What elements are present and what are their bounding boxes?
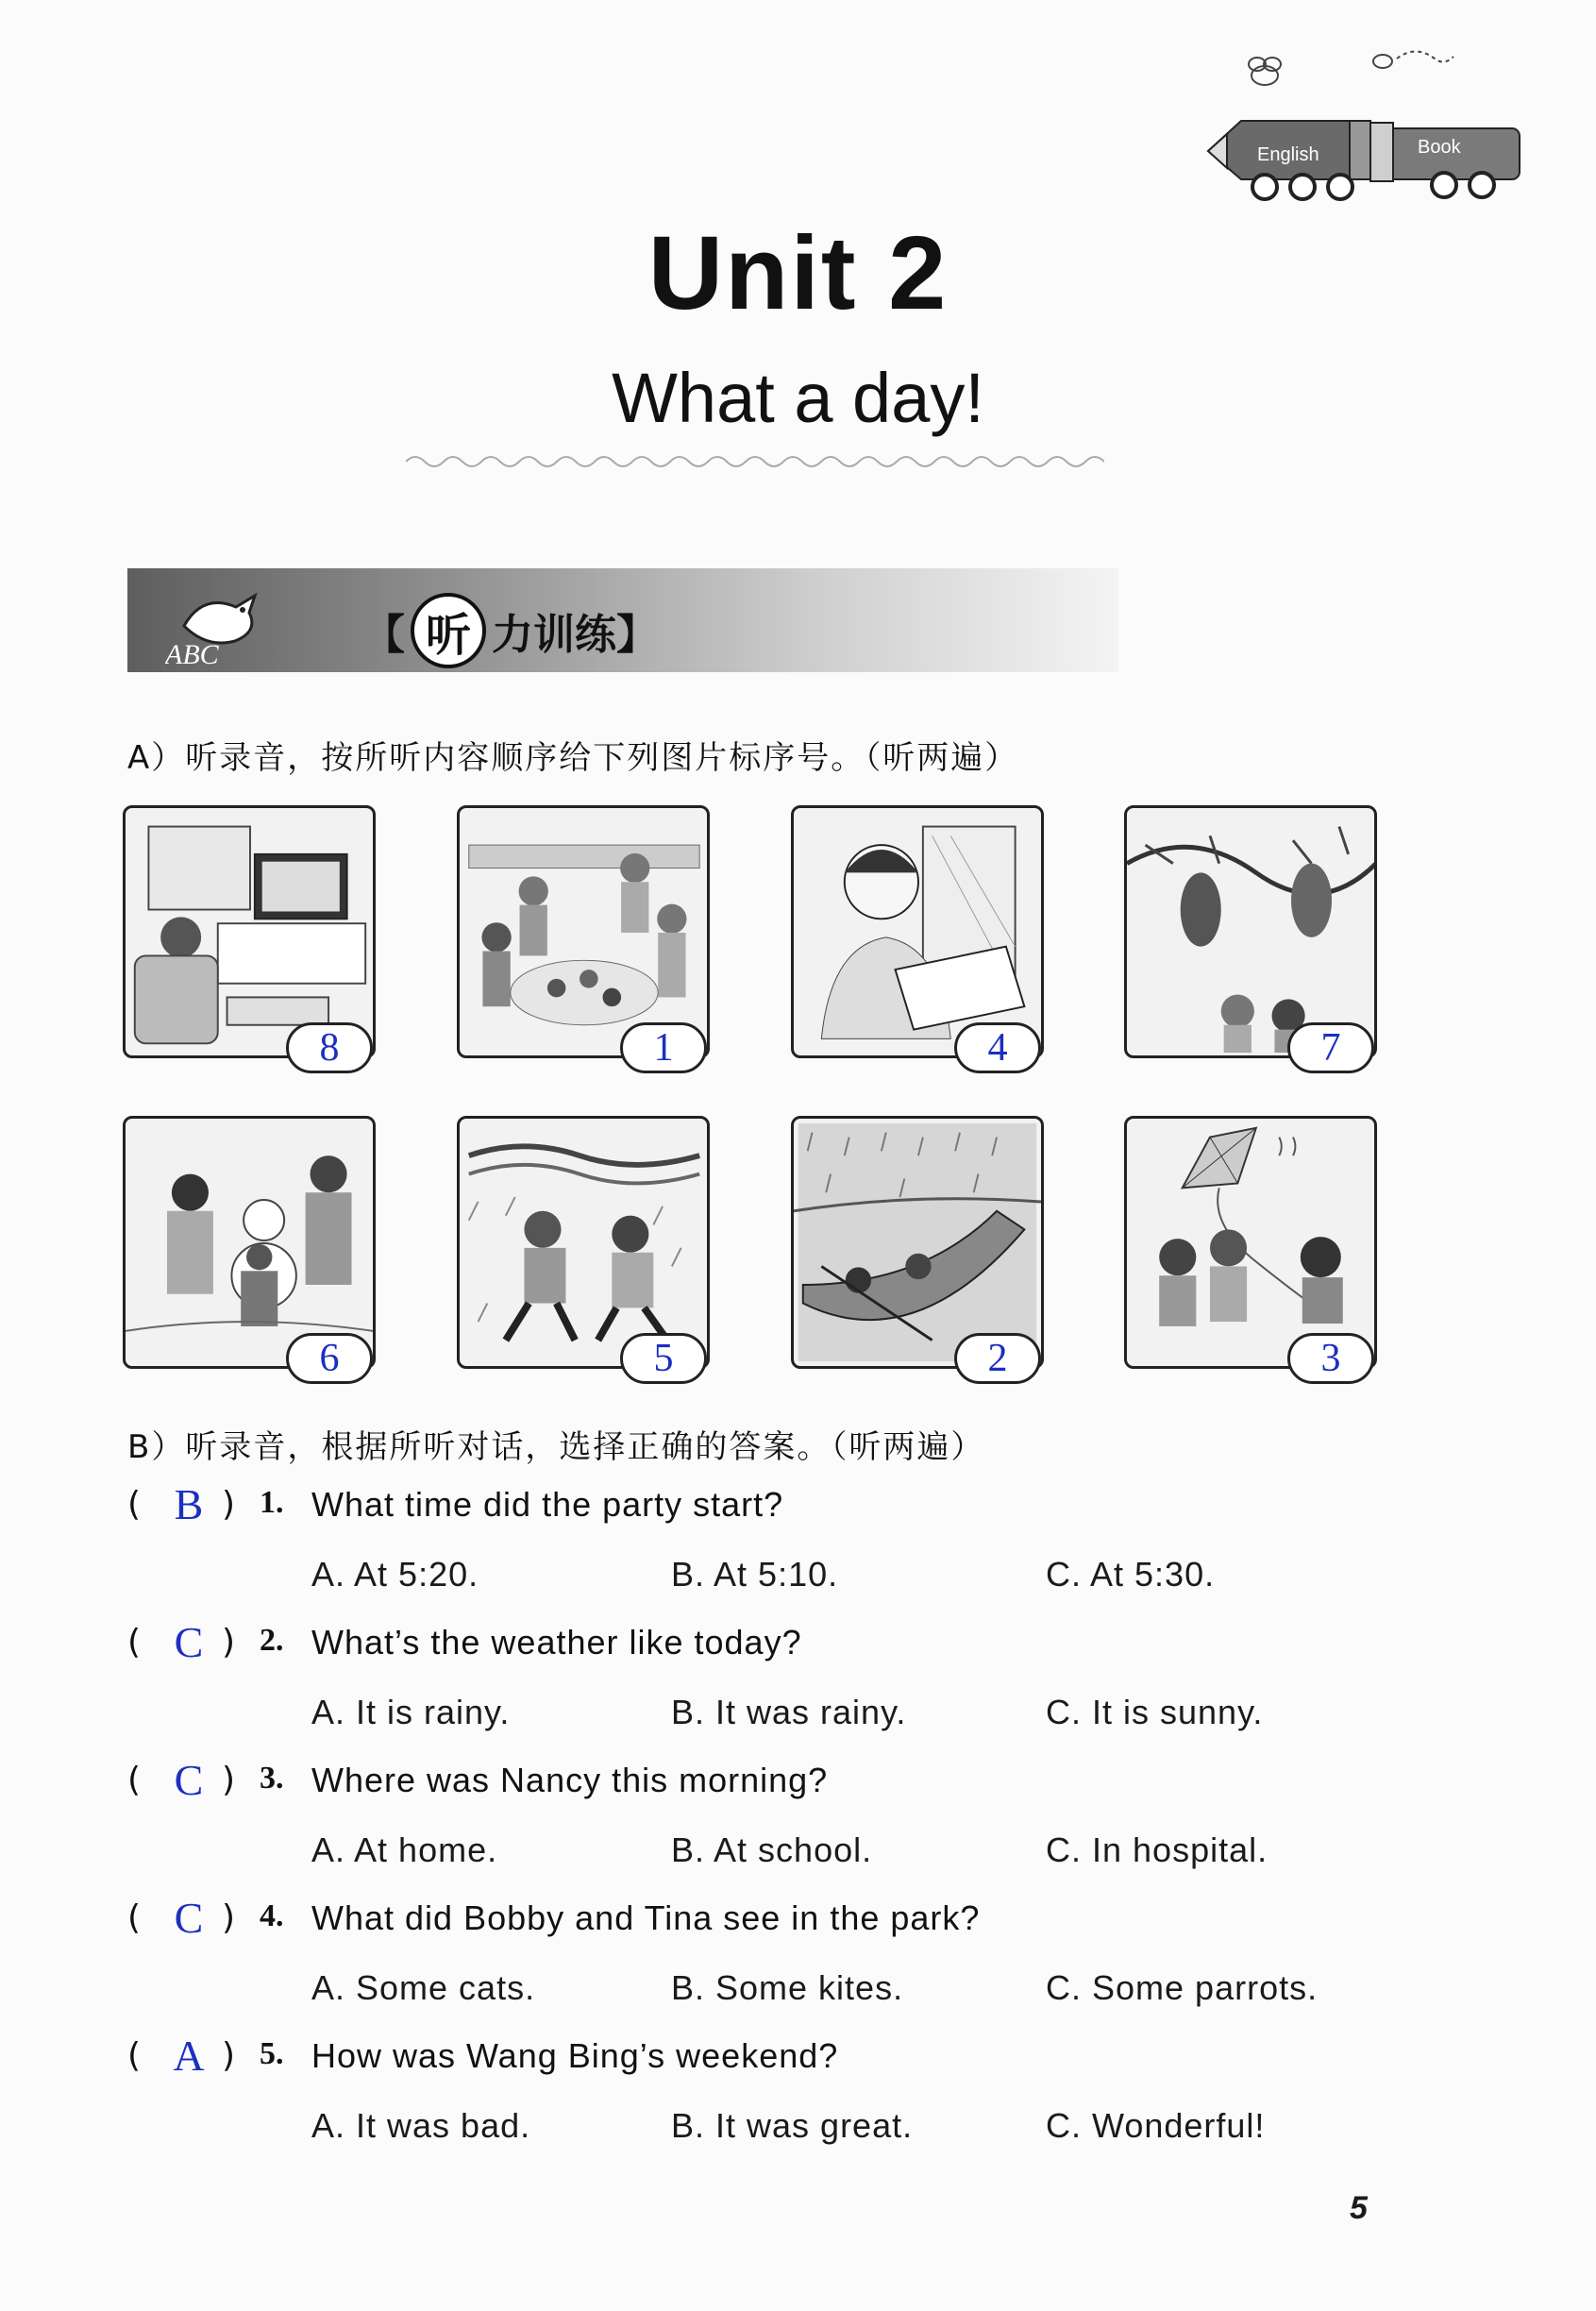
part-a-instruction: A）听录音，按所听内容顺序给下列图片标序号。（听两遍） <box>127 739 1019 777</box>
picnic-icon <box>460 808 707 1055</box>
bird-icon <box>165 574 269 668</box>
section-title-rest: 力训练】 <box>492 611 658 659</box>
picture-number: 3 <box>1287 1333 1374 1384</box>
picture-parrots <box>1124 805 1377 1058</box>
section-title-char: 听 <box>411 593 486 668</box>
option-b: B. At school. <box>671 1830 873 1869</box>
option-c: C. It is sunny. <box>1046 1693 1264 1731</box>
picture-picnic <box>457 805 710 1058</box>
picture-number: 1 <box>620 1022 707 1073</box>
tv-icon <box>126 808 373 1055</box>
picture-number: 6 <box>286 1333 373 1384</box>
option-a: A. It is rainy. <box>311 1693 511 1731</box>
parrots-icon <box>1127 808 1374 1055</box>
part-b-instruction: B）听录音，根据所听对话，选择正确的答案。（听两遍） <box>127 1428 985 1466</box>
picture-tv <box>123 805 376 1058</box>
answer-value: A <box>173 2032 205 2080</box>
option-a: A. Some cats. <box>311 1968 536 2007</box>
badge-left-text: English <box>1257 144 1319 165</box>
option-a: A. At home. <box>311 1830 498 1869</box>
answer-paren-close: ) <box>222 1898 236 1937</box>
answer-value: C <box>174 1618 204 1666</box>
option-b: B. At 5:10. <box>671 1555 839 1594</box>
picture-windy-rain <box>457 1116 710 1369</box>
picture-number: 2 <box>954 1333 1041 1384</box>
picture-number: 4 <box>954 1022 1041 1073</box>
picture-number: 8 <box>286 1022 373 1073</box>
unit-title: Unit 2 <box>647 215 949 331</box>
option-a: A. It was bad. <box>311 2106 531 2145</box>
unit-subtitle: What a day! <box>612 359 984 437</box>
boat-rain-icon <box>794 1119 1041 1366</box>
answer-value: B <box>174 1480 204 1528</box>
answer-paren-open: ( <box>127 2036 142 2075</box>
answer-paren-open: ( <box>127 1898 142 1937</box>
question-text: What’s the weather like today? <box>311 1623 802 1662</box>
answer-value: C <box>174 1756 204 1804</box>
answer-paren-open: ( <box>127 1761 142 1799</box>
answer-paren-close: ) <box>222 2036 236 2075</box>
option-c: C. At 5:30. <box>1046 1555 1216 1594</box>
picture-boat-rain <box>791 1116 1044 1369</box>
question-text: What time did the party start? <box>311 1485 784 1524</box>
kite-icon <box>1127 1119 1374 1366</box>
snowman-icon <box>126 1119 373 1366</box>
badge-right-text: Book <box>1418 137 1461 158</box>
option-c: C. Some parrots. <box>1046 1968 1319 2007</box>
picture-number: 5 <box>620 1333 707 1384</box>
reading-icon <box>794 808 1041 1055</box>
answer-paren-close: ) <box>222 1761 236 1799</box>
wavy-divider <box>406 447 1104 476</box>
question-number: 3. <box>260 1761 284 1796</box>
option-c: C. Wonderful! <box>1046 2106 1266 2145</box>
answer-paren-close: ) <box>222 1485 236 1524</box>
question-number: 5. <box>260 2036 284 2071</box>
pencil-book-decoration-icon <box>1199 47 1538 208</box>
svg-text:ABC: ABC <box>165 639 219 668</box>
section-title-open: 【 <box>363 611 405 659</box>
option-a: A. At 5:20. <box>311 1555 479 1594</box>
option-b: B. It was great. <box>671 2106 914 2145</box>
answer-value: C <box>174 1894 204 1942</box>
option-b: B. Some kites. <box>671 1968 904 2007</box>
picture-reading <box>791 805 1044 1058</box>
question-text: What did Bobby and Tina see in the park? <box>311 1898 981 1937</box>
question-text: Where was Nancy this morning? <box>311 1761 829 1799</box>
option-c: C. In hospital. <box>1046 1830 1268 1869</box>
question-text: How was Wang Bing’s weekend? <box>311 2036 839 2075</box>
answer-paren-open: ( <box>127 1623 142 1662</box>
picture-snowman <box>123 1116 376 1369</box>
option-b: B. It was rainy. <box>671 1693 907 1731</box>
question-number: 1. <box>260 1485 284 1520</box>
section-title <box>363 593 658 668</box>
answer-paren-open: ( <box>127 1485 142 1524</box>
question-number: 2. <box>260 1623 284 1658</box>
answer-paren-close: ) <box>222 1623 236 1662</box>
page-number: 5 <box>1350 2190 1368 2226</box>
question-number: 4. <box>260 1898 284 1933</box>
picture-number: 7 <box>1287 1022 1374 1073</box>
section-banner <box>127 568 1118 672</box>
windy-rain-icon <box>460 1119 707 1366</box>
picture-kite <box>1124 1116 1377 1369</box>
